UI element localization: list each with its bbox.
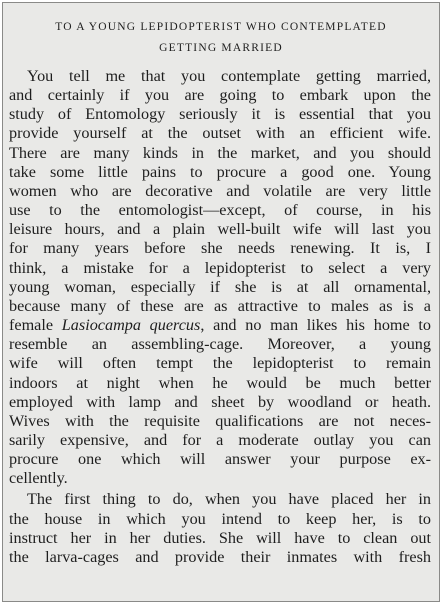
text-line: leisure hours, and a plain well-built wife will last you xyxy=(9,220,431,239)
species-name: Lasiocampa quercus xyxy=(61,316,201,335)
text-fragment: female xyxy=(9,316,54,335)
text-line: for many years before she needs renewing. It is, I xyxy=(9,239,431,258)
book-page xyxy=(2,2,440,602)
text-line: provide yourself at the outset with an efficient wife. xyxy=(9,124,431,143)
chapter-title-line-2: GETTING MARRIED xyxy=(159,42,283,54)
text-line: Wives with the requisite qualifications are not neces- xyxy=(9,411,431,430)
chapter-title xyxy=(3,17,439,59)
text-line: employed with lamp and sheet by woodland or heath. xyxy=(9,392,431,411)
chapter-title-line-1: TO A YOUNG LEPIDOPTERIST WHO CONTEMPLATED xyxy=(55,21,387,33)
text-line: think, a mistake for a lepidopterist to select a very xyxy=(9,258,431,277)
text-line: study of Entomology seriously it is essential that you xyxy=(9,105,431,124)
text-line: resemble an assembling-cage. Moreover, a young xyxy=(9,335,431,354)
text-line: women who are decorative and volatile are very little xyxy=(9,181,431,200)
text-line: and certainly if you are going to embark upon the xyxy=(9,86,431,105)
text-line: procure one which will answer your purpose ex- xyxy=(9,450,431,469)
text-line: There are many kinds in the market, and you should xyxy=(9,143,431,162)
text-line: the larva-cages and provide their inmates with fresh xyxy=(9,547,431,566)
text-line: young woman, especially if she is at all ornamental, xyxy=(9,277,431,296)
paragraph-1 xyxy=(9,67,431,488)
text-line: the house in which you intend to keep her, is to xyxy=(9,509,431,528)
text-line: wife will often tempt the lepidopterist to remain xyxy=(9,354,431,373)
text-line: because many of these are as attractive to males as is a xyxy=(9,296,431,315)
text-line: use to the entomologist—except, of course, in his xyxy=(9,201,431,220)
text-line: The first thing to do, when you have placed her in xyxy=(27,490,431,509)
text-line: sarily expensive, and for a moderate outlay you can xyxy=(9,430,431,449)
text-line: cellently. xyxy=(9,469,68,488)
paragraph-2 xyxy=(9,490,431,567)
body-text xyxy=(9,67,431,567)
text-fragment: , and no man likes his home to xyxy=(200,316,432,335)
text-line: take some little pains to procure a good one. Young xyxy=(9,162,431,181)
text-line: You tell me that you contemplate getting married, xyxy=(27,67,431,85)
text-line: indoors at night when he would be much better xyxy=(9,373,431,392)
text-line-with-species xyxy=(9,316,431,335)
text-line: instruct her in her duties. She will have to clean out xyxy=(9,528,431,547)
